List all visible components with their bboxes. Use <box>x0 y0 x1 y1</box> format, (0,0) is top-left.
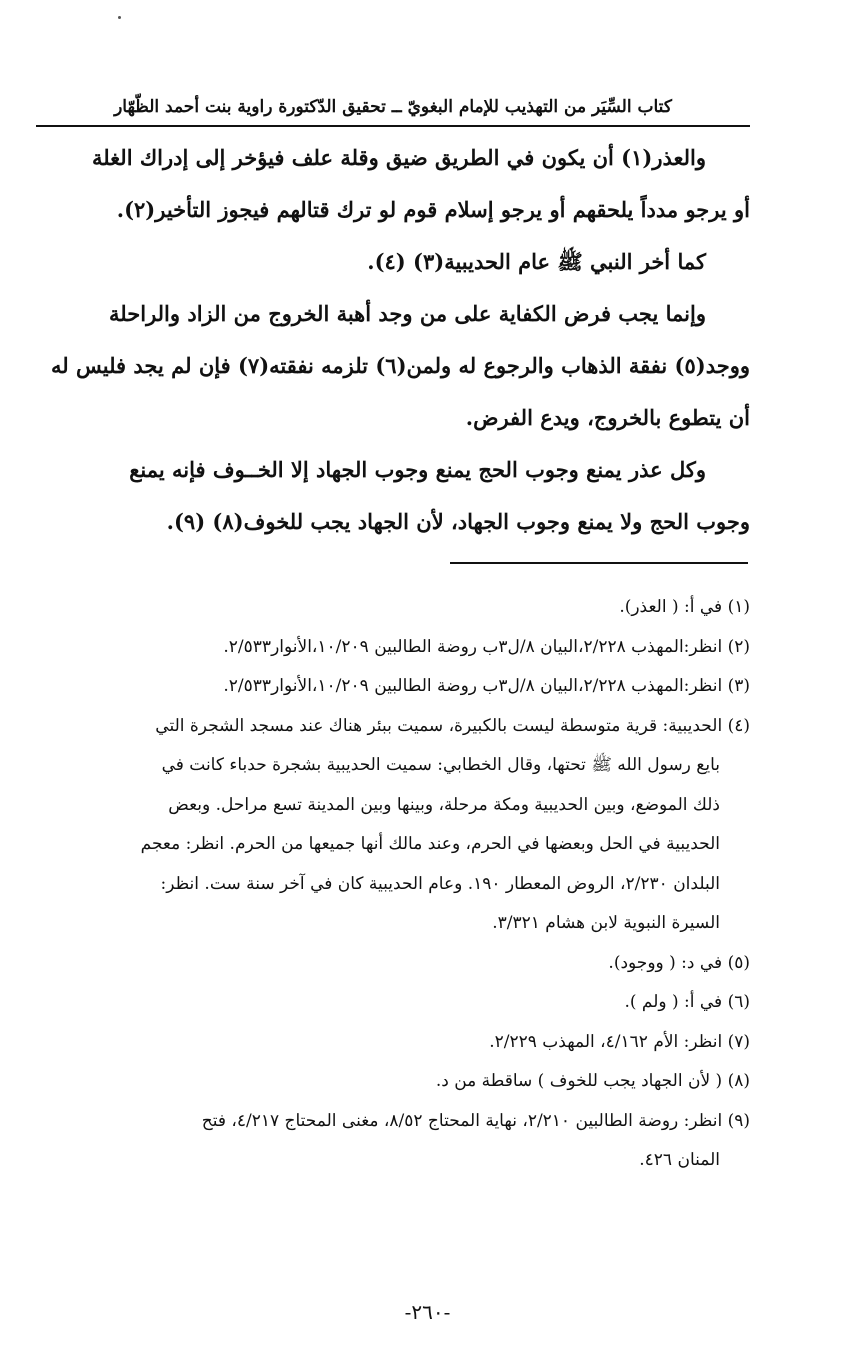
footnote-7: (٧) انظر: الأم ٤/١٦٢، المهذب ٢/٢٢٩. <box>489 1031 750 1052</box>
footnote-9-cont: المنان ٤٢٦. <box>639 1150 720 1170</box>
body-line: ووجد(٥) نفقة الذهاب والرجوع له ولمن(٦) تلزمه نفقته(٧) فإن لم يجد فليس له <box>51 353 750 378</box>
body-line: كما أخر النبي ﷺ عام الحديبية(٣) (٤). <box>367 249 706 274</box>
footnote-8: (٨) ( لأن الجهاد يجب للخوف ) ساقطة من د. <box>435 1071 750 1091</box>
footnote-4-cont: الحديبية في الحل وبعضها في الحرم، وعند مالك أنها جميعها من الحرم. انظر: معجم <box>140 834 720 854</box>
footnote-4: (٤) الحديبية: قرية متوسطة ليست بالكبيرة، سميت ببئر هناك عند مسجد الشجرة التي <box>155 715 750 736</box>
footnote-1: (١) في أ: ( العذر). <box>619 597 750 617</box>
header-divider <box>36 125 750 127</box>
body-line: أو يرجو مدداً يلحقهم أو يرجو إسلام قوم لو ترك قتالهم فيجوز التأخير(٢). <box>116 197 750 222</box>
footnote-5: (٥) في د: ( ووجود). <box>608 952 750 973</box>
main-text <box>38 132 750 548</box>
scan-speck <box>118 16 121 19</box>
footnote-3: (٣) انظر:المهذب ٢/٢٢٨،البيان ٨/ل٣ب روضة الطالبين ١٠/٢٠٩،الأنوار٢/٥٣٣. <box>223 676 750 696</box>
body-line: وإنما يجب فرض الكفاية على من وجد أهبة الخروج من الزاد والراحلة <box>109 301 706 326</box>
body-line: أن يتطوع بالخروج، ويدع الفرض. <box>465 405 750 430</box>
footnote-4-cont: ذلك الموضع، وبين الحديبية ومكة مرحلة، وبينها وبين المدينة تسع مراحل. وبعض <box>168 794 720 815</box>
footnote-divider <box>450 562 748 564</box>
page-number: -٢٦٠- <box>404 1300 451 1324</box>
body-line: وكل عذر يمنع وجوب الحج يمنع وجوب الجهاد إلا الخــوف فإنه يمنع <box>129 457 706 482</box>
body-line: وجوب الحج ولا يمنع وجوب الجهاد، لأن الجهاد يجب للخوف(٨) (٩). <box>166 509 750 534</box>
footnote-4-cont: بايع رسول الله ﷺ تحتها، وقال الخطابي: سميت الحديبية بشجرة حدباء كانت في <box>161 755 720 775</box>
footnote-9: (٩) انظر: روضة الطالبين ٢/٢١٠، نهاية المحتاج ٨/٥٢، مغنى المحتاج ٤/٢١٧، فتح <box>201 1110 750 1131</box>
footnote-4-cont: السيرة النبوية لابن هشام ٣/٣٢١. <box>492 913 720 933</box>
footnote-6: (٦) في أ: ( ولم ). <box>624 992 750 1012</box>
footnote-4-cont: البلدان ٢/٢٣٠، الروض المعطار ١٩٠. وعام الحديبية كان في آخر سنة ست. انظر: <box>160 873 720 894</box>
footnotes <box>38 588 750 1181</box>
running-header: كتاب السِّيَر من التهذيب للإمام البغويّ ــ تحقيق الدّكتورة راوية بنت أحمد الظّهّار <box>114 97 672 117</box>
footnote-2: (٢) انظر:المهذب ٢/٢٢٨،البيان ٨/ل٣ب روضة الطالبين ١٠/٢٠٩،الأنوار٢/٥٣٣. <box>223 636 750 657</box>
body-line: والعذر(١) أن يكون في الطريق ضيق وقلة علف فيؤخر إلى إدراك الغلة <box>91 145 706 170</box>
